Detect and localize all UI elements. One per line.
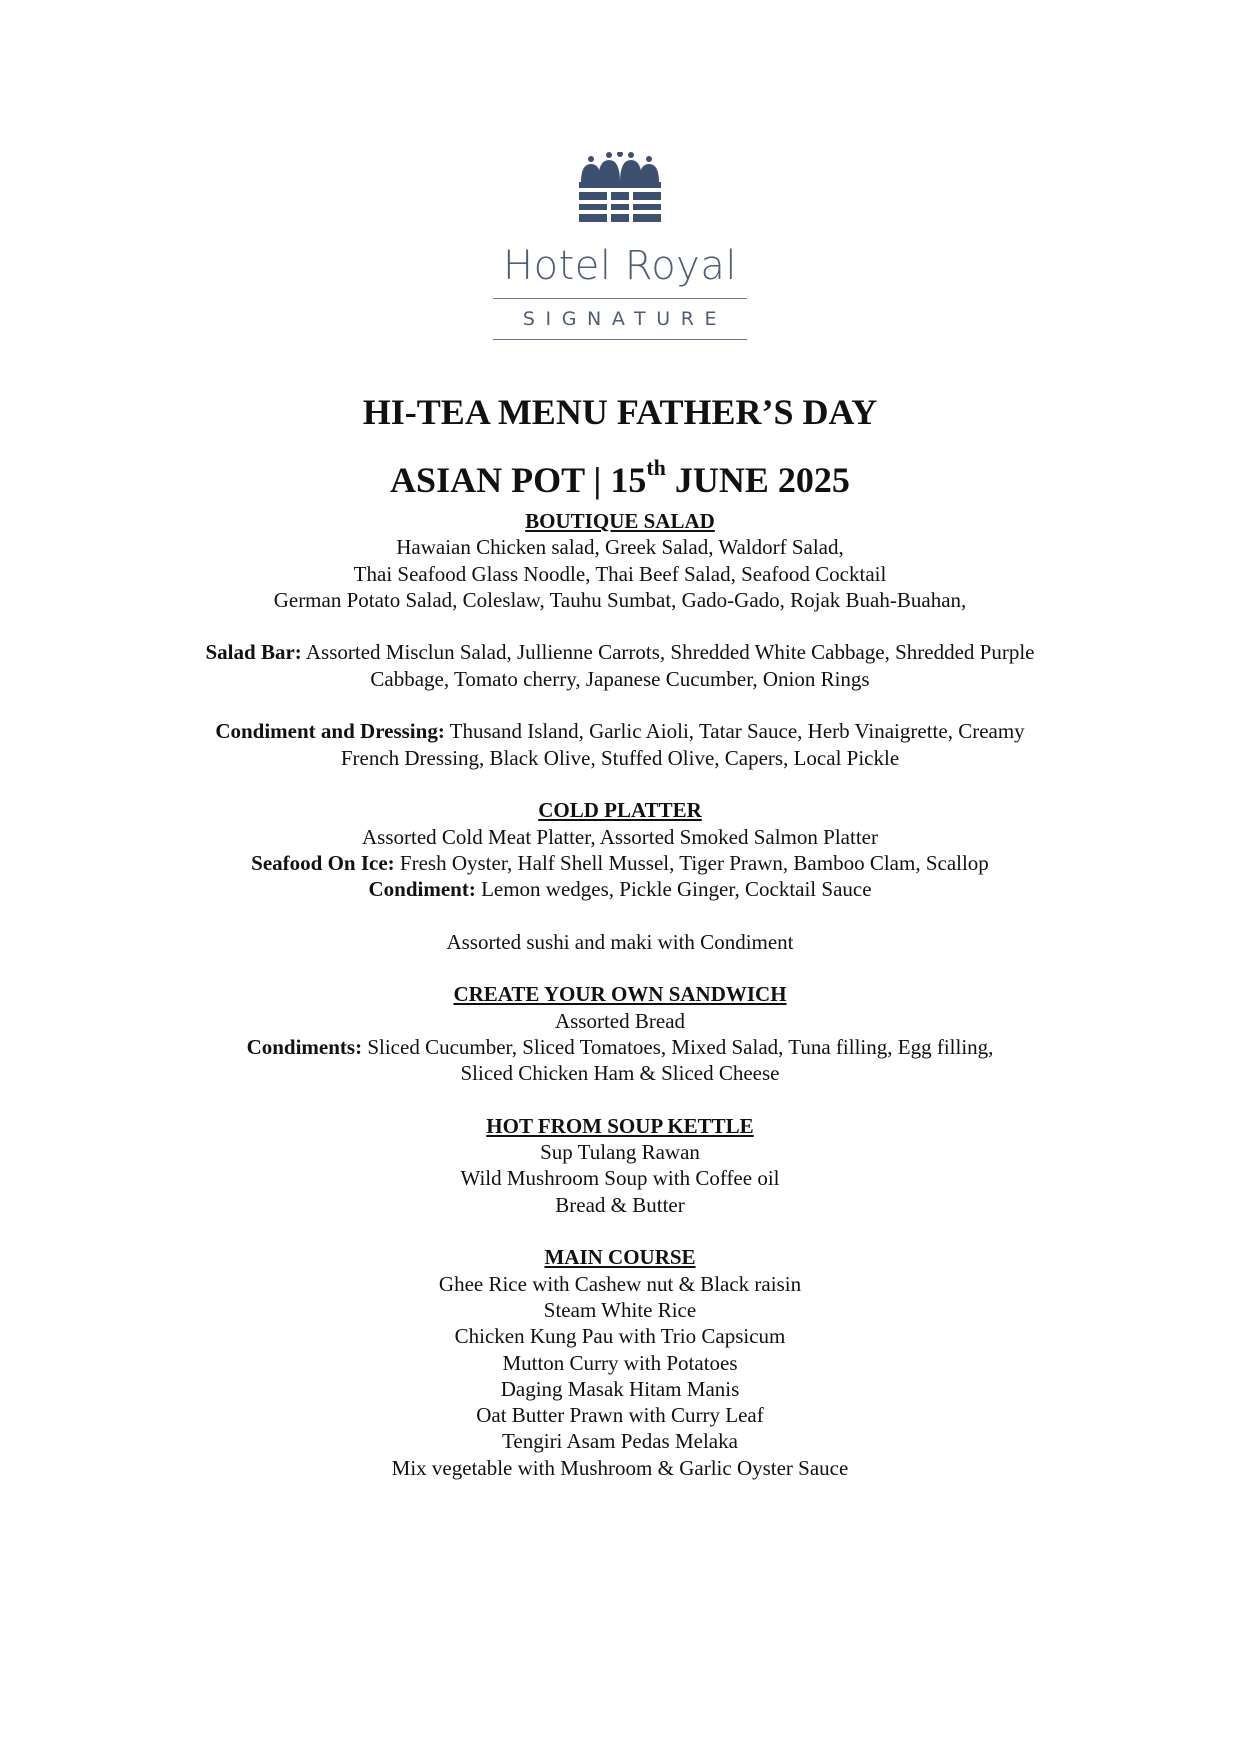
sandwich-condiments-line [140, 1034, 1100, 1060]
brand-divider-bottom [493, 339, 747, 340]
main-course-item: Daging Masak Hitam Manis [500, 1376, 740, 1401]
seafood-text: Fresh Oyster, Half Shell Mussel, Tiger Prawn, Bamboo Clam, Scallop [394, 850, 989, 875]
main-course-item: Tengiri Asam Pedas Melaka [502, 1429, 738, 1454]
salad-line: Thai Seafood Glass Noodle, Thai Beef Salad, Seafood Cocktail [353, 561, 887, 586]
spacer [140, 902, 1100, 928]
menu-title: HI-TEA MENU FATHER’S DAY [362, 392, 878, 432]
main-course-item: Mutton Curry with Potatoes [502, 1350, 738, 1375]
section-heading-main-course: MAIN COURSE [544, 1245, 696, 1270]
salad-bar-text: Assorted Misclun Salad, Jullienne Carrots, Shredded White Cabbage, Shredded Purple [301, 640, 1035, 665]
brand-name: Hotel Royal [503, 243, 737, 289]
salad-bar-line: Cabbage, Tomato cherry, Japanese Cucumber, Onion Rings [370, 666, 870, 691]
cold-condiment-line [140, 876, 1100, 902]
menu-content [140, 508, 1100, 1481]
subtitle-suffix: JUNE 2025 [665, 460, 850, 500]
salad-bar-label: Salad Bar: [205, 640, 302, 665]
condiment-dressing-line [140, 718, 1100, 744]
main-course-item: Mix vegetable with Mushroom & Garlic Oyster Sauce [391, 1455, 849, 1480]
sandwich-condiments-text: Sliced Cucumber, Sliced Tomatoes, Mixed Salad, Tuna filling, Egg filling, [362, 1034, 994, 1059]
soup-item: Wild Mushroom Soup with Coffee oil [460, 1166, 780, 1191]
menu-titles [0, 388, 1240, 504]
spacer [140, 1218, 1100, 1244]
brand-tagline: SIGNATURE [522, 308, 728, 330]
cold-platter-line: Assorted Cold Meat Platter, Assorted Smoked Salmon Platter [362, 824, 878, 849]
cold-condiment-label: Condiment: [368, 877, 476, 902]
spacer [140, 955, 1100, 981]
sandwich-condiments-label: Condiments: [246, 1034, 363, 1059]
subtitle-prefix: ASIAN POT | 15 [390, 460, 647, 500]
sandwich-line: Assorted Bread [554, 1008, 686, 1033]
soup-item: Sup Tulang Rawan [540, 1140, 700, 1165]
condiment-dressing-line: French Dressing, Black Olive, Stuffed Olive, Capers, Local Pickle [340, 745, 900, 770]
sushi-line: Assorted sushi and maki with Condiment [446, 929, 794, 954]
hotel-logo [0, 152, 1240, 340]
condiment-dressing-label: Condiment and Dressing: [215, 719, 445, 744]
section-heading-boutique-salad: BOUTIQUE SALAD [525, 509, 715, 533]
main-course-item: Oat Butter Prawn with Curry Leaf [476, 1403, 764, 1428]
seafood-line [140, 850, 1100, 876]
salad-line: Hawaian Chicken salad, Greek Salad, Waldorf Salad, [396, 535, 844, 560]
section-heading-sandwich: CREATE YOUR OWN SANDWICH [453, 982, 787, 1007]
spacer [140, 692, 1100, 718]
main-course-item: Chicken Kung Pau with Trio Capsicum [454, 1324, 786, 1349]
seafood-label: Seafood On Ice: [251, 850, 395, 875]
section-heading-soup: HOT FROM SOUP KETTLE [486, 1113, 754, 1138]
section-heading-cold-platter: COLD PLATTER [538, 798, 702, 823]
spacer [140, 613, 1100, 639]
crown-h-icon [577, 152, 663, 222]
subtitle-ordinal: th [646, 455, 666, 480]
sandwich-line: Sliced Chicken Ham & Sliced Cheese [460, 1061, 780, 1086]
main-course-item: Steam White Rice [543, 1297, 697, 1322]
spacer [140, 771, 1100, 797]
cold-condiment-text: Lemon wedges, Pickle Ginger, Cocktail Sauce [475, 877, 872, 902]
condiment-dressing-text: Thusand Island, Garlic Aioli, Tatar Sauce, Herb Vinaigrette, Creamy [444, 719, 1025, 744]
soup-item: Bread & Butter [555, 1192, 685, 1217]
spacer [140, 1087, 1100, 1113]
menu-subtitle [0, 448, 1240, 504]
brand-divider [493, 298, 747, 299]
salad-bar-line [140, 639, 1100, 665]
main-course-item: Ghee Rice with Cashew nut & Black raisin [438, 1271, 802, 1296]
salad-line: German Potato Salad, Coleslaw, Tauhu Sumbat, Gado-Gado, Rojak Buah-Buahan, [273, 587, 967, 612]
